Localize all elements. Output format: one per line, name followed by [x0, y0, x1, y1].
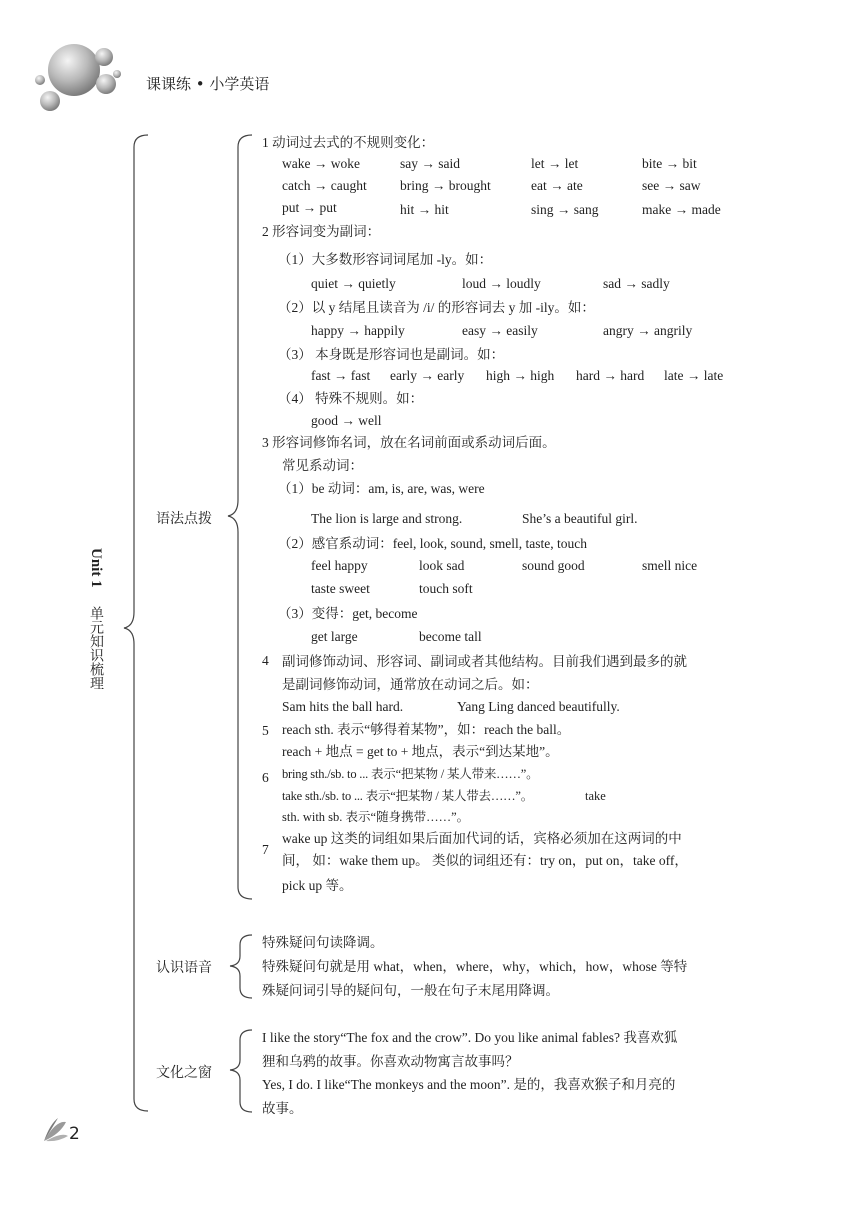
adverb-example: quiet → quietly: [311, 276, 396, 291]
grammar-p4-example: Sam hits the ball hard.: [282, 699, 404, 714]
grammar-p6-text: take: [585, 789, 606, 803]
grammar-p3-title: 3 形容词修饰名词，放在名词前面或系动词后面。: [262, 435, 556, 450]
phonics-brace: [230, 935, 252, 998]
grammar-brace: [228, 135, 252, 899]
grammar-p6-text: sth. with sb. 表示“随身携带……”。: [282, 810, 470, 824]
adverb-rule: （2）以 y 结尾且读音为 /i/ 的形容词去 y 加 -ily。如：: [278, 300, 595, 315]
linking-verb-example: She’s a beautiful girl.: [522, 511, 638, 526]
irregular-verb: make → made: [642, 202, 721, 217]
irregular-verb: bite → bit: [642, 156, 697, 171]
series-title: 课课练 • 小学英语: [146, 75, 270, 93]
linking-verb-example: sound good: [522, 558, 585, 573]
culture-brace: [230, 1030, 252, 1112]
grammar-p4-text: 副词修饰动词、形容词、副词或者其他结构。目前我们遇到最多的就: [282, 654, 687, 669]
irregular-verb: catch → caught: [282, 178, 367, 193]
grammar-p6-number: 6: [262, 770, 269, 785]
phonics-text: 特殊疑问句读降调。: [262, 935, 384, 950]
linking-verbs-heading: 常见系动词：: [282, 458, 363, 473]
adverb-example: loud → loudly: [462, 276, 541, 291]
grammar-p7-number: 7: [262, 842, 269, 857]
phonics-text: 殊疑问词引导的疑问句，一般在句子末尾用降调。: [262, 983, 559, 998]
adverb-example: angry → angrily: [603, 323, 693, 338]
linking-verb-rule: （1）be 动词：am, is, are, was, were: [278, 481, 485, 496]
section-label-phonics: 认识语音: [156, 960, 212, 976]
page-number: 2: [69, 1124, 80, 1144]
adverb-example: sad → sadly: [603, 276, 670, 291]
linking-verb-rule: （2）感官系动词：feel, look, sound, smell, taste, touch: [278, 536, 587, 551]
culture-text: 故事。: [262, 1101, 303, 1116]
linking-verb-example: get large: [311, 629, 358, 644]
irregular-verb: let → let: [531, 156, 579, 171]
linking-verb-example: look sad: [419, 558, 465, 573]
unit-label: Unit 1: [88, 548, 104, 588]
grammar-p5-number: 5: [262, 723, 269, 738]
culture-text: I like the story“The fox and the crow”. Do you like animal fables? 我喜欢狐: [262, 1030, 678, 1045]
grammar-p4-example: Yang Ling danced beautifully.: [457, 699, 620, 714]
adverb-rule: （3） 本身既是形容词也是副词。如：: [278, 347, 505, 362]
adverb-example: hard → hard: [576, 368, 645, 383]
irregular-verb: hit → hit: [400, 202, 449, 217]
section-label-culture: 文化之窗: [156, 1065, 212, 1081]
irregular-verb: bring → brought: [400, 178, 491, 193]
adverb-example: high → high: [486, 368, 555, 383]
linking-verb-example: touch soft: [419, 581, 473, 596]
grammar-p4-number: 4: [262, 653, 269, 668]
irregular-verb: eat → ate: [531, 178, 583, 193]
culture-text: 狸和乌鸦的故事。你喜欢动物寓言故事吗？: [262, 1054, 519, 1069]
grammar-p7-text: wake up 这类的词组如果后面加代词的话，宾格必须加在这两词的中: [282, 831, 682, 846]
grammar-p7-text: 间， 如：wake them up。 类似的词组还有：try on，put on，take off，: [282, 853, 688, 868]
adverb-example: good → well: [311, 413, 382, 428]
grammar-p7-text: pick up 等。: [282, 878, 353, 893]
adverb-rule: （4） 特殊不规则。如：: [278, 391, 424, 406]
linking-verb-example: smell nice: [642, 558, 698, 573]
grammar-p4-text: 是副词修饰动词，通常放在动词之后。如：: [282, 677, 539, 692]
irregular-verb: wake → woke: [282, 156, 360, 171]
adverb-example: late → late: [664, 368, 724, 383]
adverb-example: fast → fast: [311, 368, 371, 383]
linking-verb-example: become tall: [419, 629, 482, 644]
topic-label: 单元知识梳理: [88, 606, 104, 691]
culture-text: Yes, I do. I like“The monkeys and the moon”. 是的，我喜欢猴子和月亮的: [262, 1077, 676, 1092]
irregular-verb: see → saw: [642, 178, 701, 193]
leaf-icon: [44, 1118, 68, 1141]
section-label-grammar: 语法点拨: [156, 511, 212, 527]
adverb-example: early → early: [390, 368, 465, 383]
grammar-p6-text: bring sth./sb. to ... 表示“把某物 / 某人带来……”。: [282, 767, 539, 781]
outer-brace: [124, 135, 148, 1111]
phonics-text: 特殊疑问句就是用 what，when，where，why，which，how，whose 等特: [262, 959, 688, 974]
adverb-example: happy → happily: [311, 323, 405, 338]
bubbles-logo: [35, 44, 121, 111]
irregular-verb: put → put: [282, 200, 337, 215]
grammar-p5-text: reach + 地点 = get to + 地点，表示“到达某地”。: [282, 744, 559, 759]
grammar-p1-title: 1 动词过去式的不规则变化：: [262, 135, 435, 150]
grammar-p2-title: 2 形容词变为副词：: [262, 224, 381, 239]
irregular-verb: say → said: [400, 156, 460, 171]
adverb-rule: （1）大多数形容词词尾加 -ly。如：: [278, 252, 493, 267]
adverb-example: easy → easily: [462, 323, 538, 338]
grammar-p6-text: take sth./sb. to ... 表示“把某物 / 某人带去……”。: [282, 789, 534, 803]
unit-side-title: [86, 548, 106, 690]
grammar-p5-text: reach sth. 表示“够得着某物”，如：reach the ball。: [282, 722, 571, 737]
linking-verb-rule: （3）变得：get, become: [278, 606, 418, 621]
linking-verb-example: taste sweet: [311, 581, 370, 596]
linking-verb-example: feel happy: [311, 558, 368, 573]
irregular-verb: sing → sang: [531, 202, 599, 217]
linking-verb-example: The lion is large and strong.: [311, 511, 463, 526]
